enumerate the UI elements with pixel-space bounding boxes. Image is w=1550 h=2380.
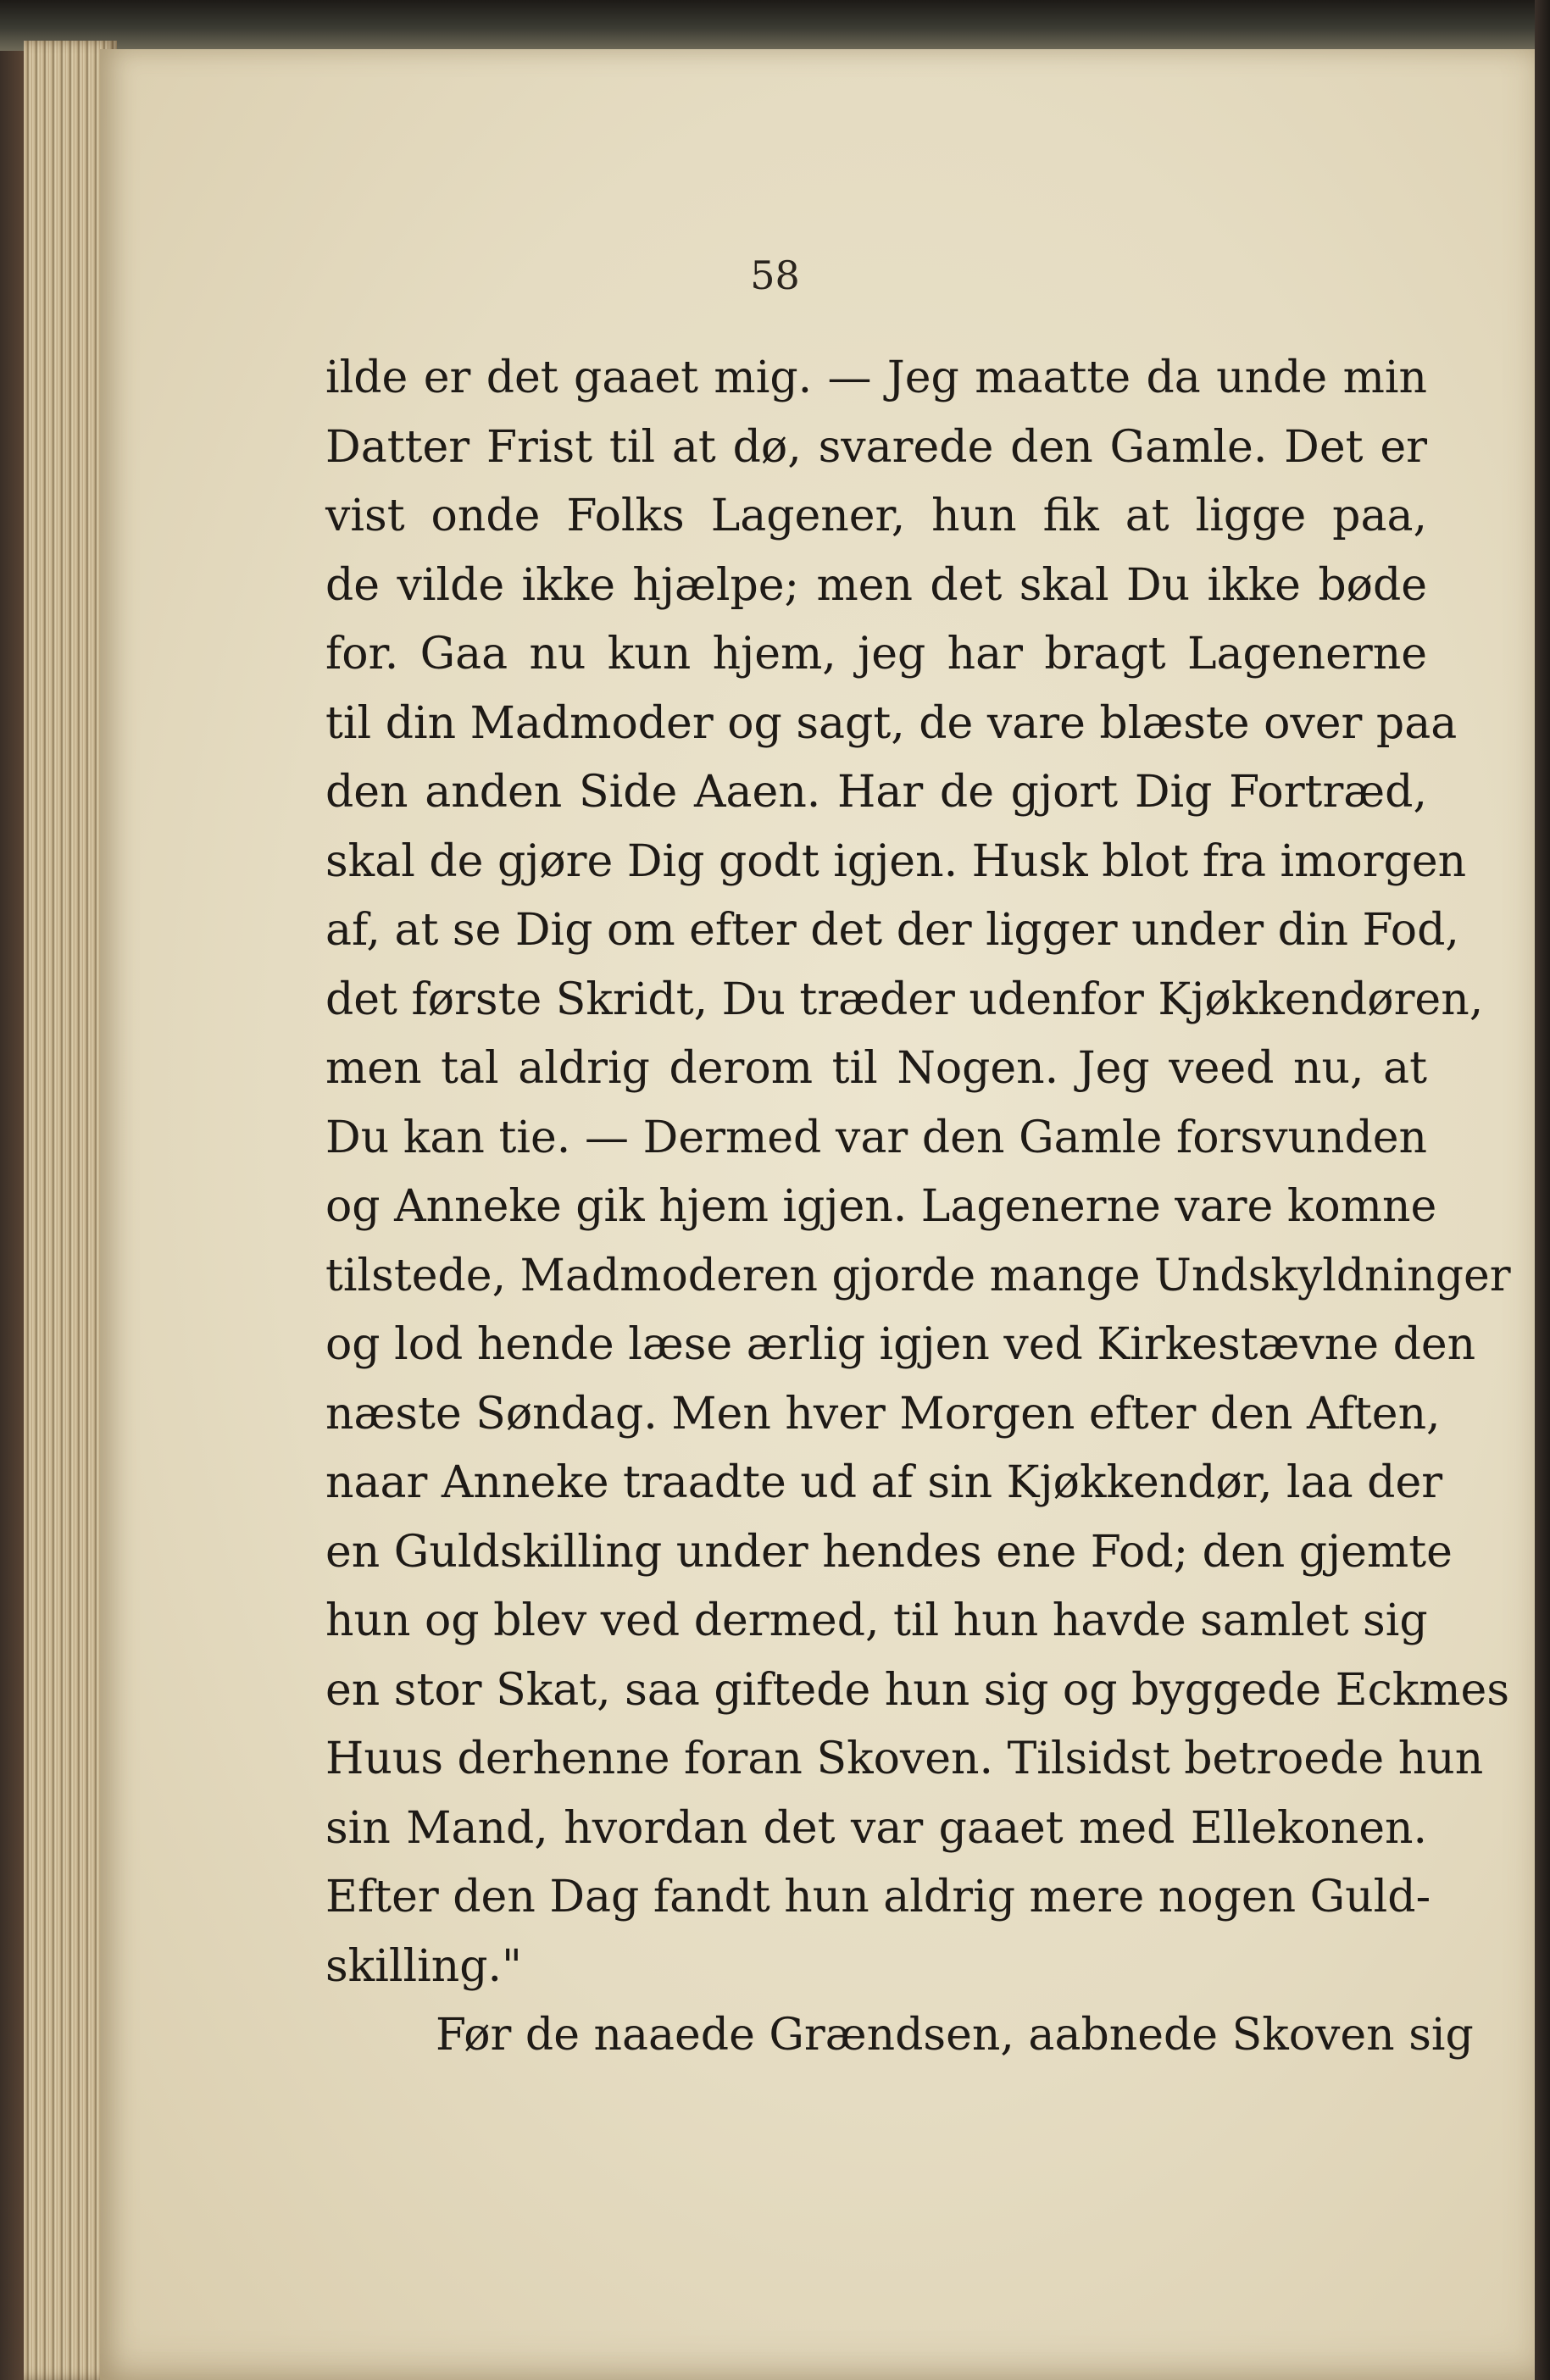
text-line: til din Madmoder og sagt, de vare blæste over paa — [325, 697, 1458, 749]
text-line: og Anneke gik hjem igjen. Lagenerne vare komne — [325, 1181, 1437, 1232]
text-line: en stor Skat, saa giftede hun sig og byggede Eckmes — [325, 1664, 1510, 1716]
text-line: af, at se Dig om efter det der ligger under din Fod, — [325, 905, 1459, 956]
text-line: tilstede, Madmoderen gjorde mange Undskyldninger — [325, 1250, 1511, 1301]
text-line: naar Anneke traadte ud af sin Kjøkkendør, laa der — [325, 1457, 1443, 1508]
text-line: skilling." — [325, 1940, 522, 1992]
text-line: vist onde Folks Lagener, hun fik at ligge paa, — [325, 491, 1427, 541]
body-text — [325, 344, 1511, 2071]
text-line: sin Mand, hvordan det var gaaet med Ellekonen. — [325, 1802, 1427, 1854]
text-line: en Guldskilling under hendes ene Fod; den gjemte — [325, 1526, 1453, 1578]
text-line: for. Gaa nu kun hjem, jeg har bragt Lagenerne — [325, 629, 1427, 680]
page-number: 58 — [750, 252, 800, 298]
text-line: næste Søndag. Men hver Morgen efter den Aften, — [325, 1388, 1441, 1440]
text-line-paragraph-start: Før de naaede Grændsen, aabnede Skoven sig — [436, 2010, 1474, 2061]
text-line: Datter Frist til at dø, svarede den Gamle. Det er — [325, 421, 1427, 473]
right-background — [1535, 0, 1550, 2380]
text-line: Du kan tie. — Dermed var den Gamle forsvunden — [325, 1112, 1427, 1163]
text-line: den anden Side Aaen. Har de gjort Dig Fortræd, — [325, 767, 1427, 818]
text-line: og lod hende læse ærlig igjen ved Kirkestævne den — [325, 1319, 1476, 1370]
text-line: de vilde ikke hjælpe; men det skal Du ikke bøde — [325, 559, 1427, 611]
text-line: Efter den Dag fandt hun aldrig mere nogen Guld- — [325, 1872, 1431, 1922]
text-line: det første Skridt, Du træder udenfor Kjøkkendøren, — [325, 974, 1484, 1025]
text-line: skal de gjøre Dig godt igjen. Husk blot fra imorgen — [325, 835, 1467, 887]
text-line: hun og blev ved dermed, til hun havde samlet sig — [325, 1595, 1428, 1646]
text-line: ilde er det gaaet mig. — Jeg maatte da unde min — [325, 352, 1427, 403]
text-line: men tal aldrig derom til Nogen. Jeg veed nu, at — [325, 1043, 1427, 1094]
text-line: Huus derhenne foran Skoven. Tilsidst betroede hun — [325, 1734, 1484, 1784]
top-background — [0, 0, 1550, 51]
